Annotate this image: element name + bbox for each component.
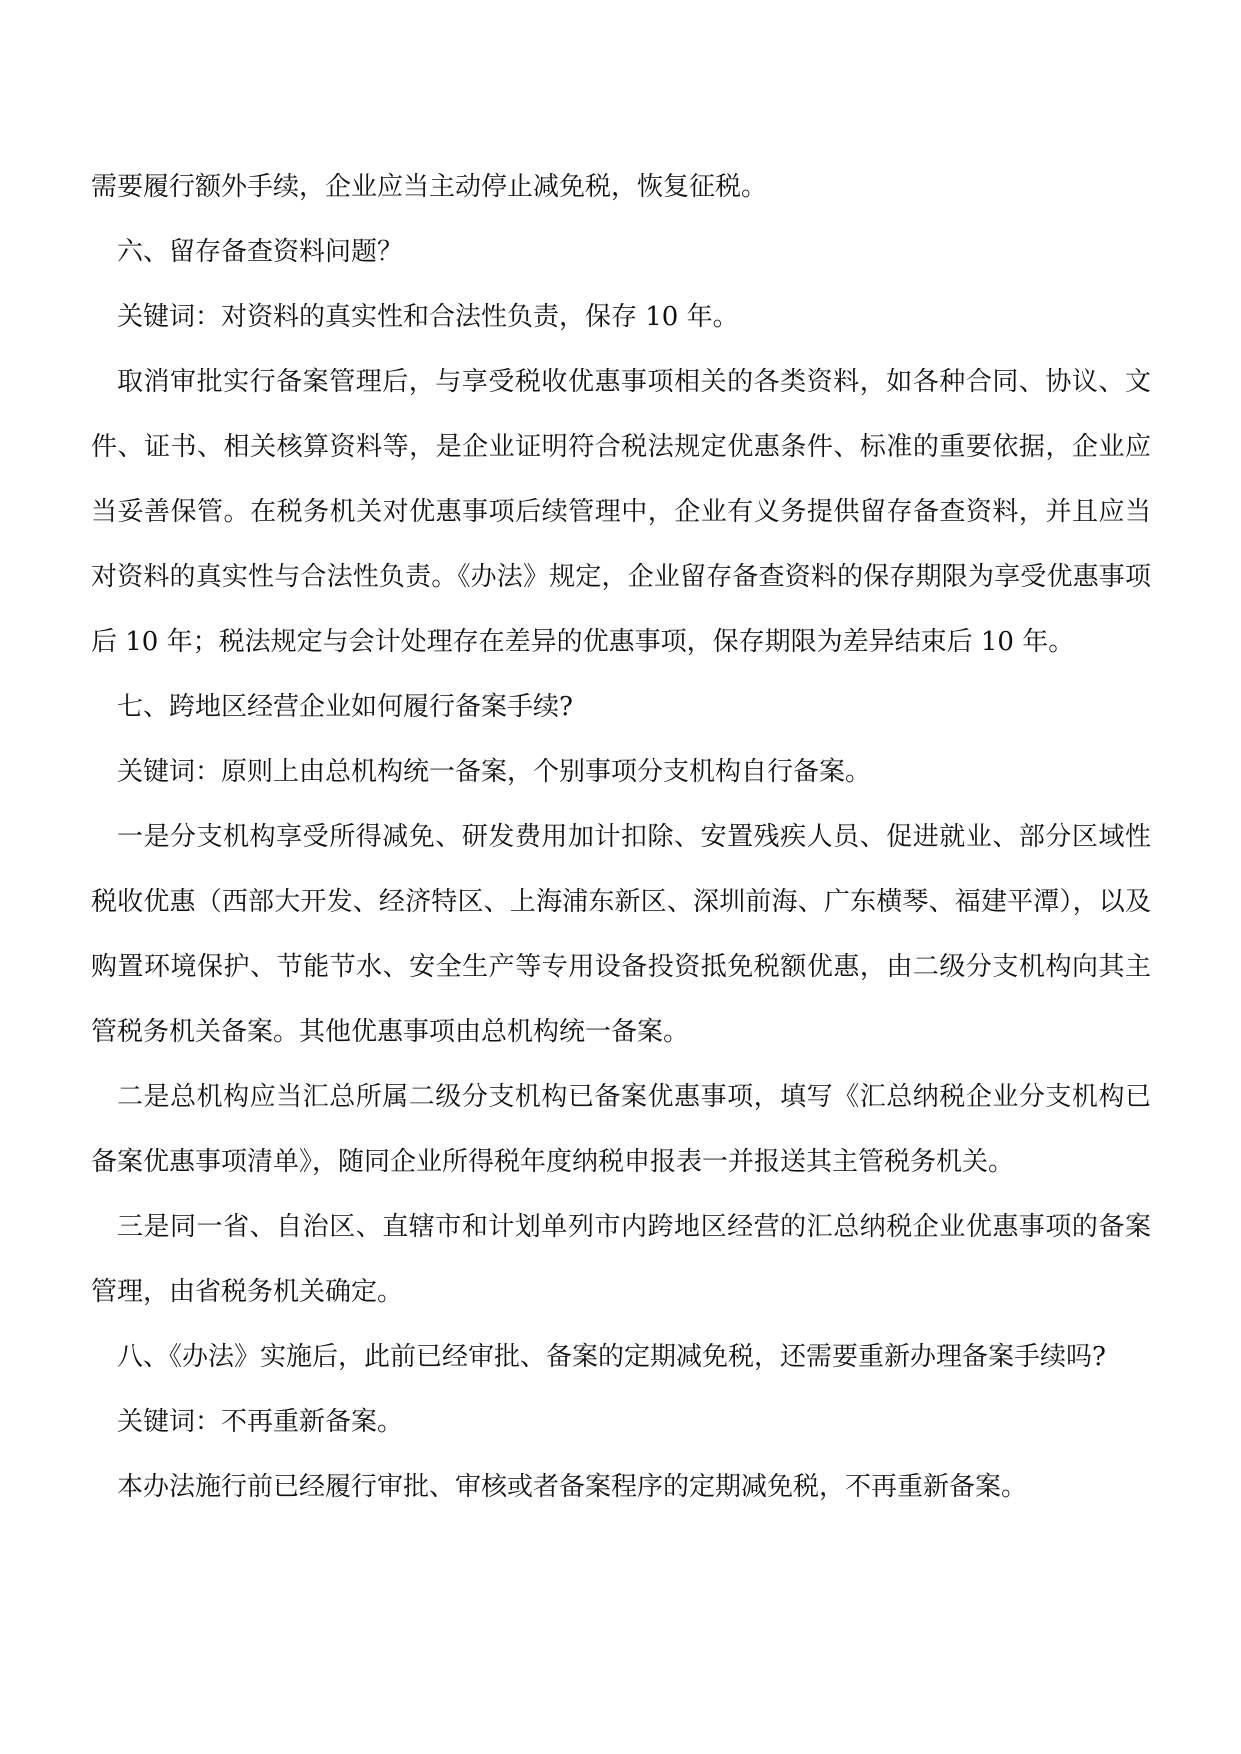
body-paragraph: 一是分支机构享受所得减免、研发费用加计扣除、安置残疾人员、促进就业、部分区域性税收优惠（西部大开发、经济特区、上海浦东新区、深圳前海、广东横琴、福建平潭），以及购置环境保护、节能节水、安全生产等专用设备投资抵免税额优惠，由二级分支机构向其主管税务机关备案。其他优惠事项由总机构统一备案。 xyxy=(91,822,1151,1047)
section-heading: 八、《办法》实施后，此前已经审批、备案的定期减免税，还需要重新办理备案手续吗? xyxy=(117,1342,1106,1372)
body-paragraph: 取消审批实行备案管理后，与享受税收优惠事项相关的各类资料，如各种合同、协议、文件、证书、相关核算资料等，是企业证明符合税法规定优惠条件、标准的重要依据，企业应当妥善保管。在税务机关对优惠事项后续管理中，企业有义务提供留存备查资料，并且应当对资料的真实性与合法性负责。《办法》规定，企业留存备查资料的保存期限为享受优惠事项后 10 年；税法规定与会计处理存在差异的优惠事项，保存期限为差异结束后 10 年。 xyxy=(91,367,1151,657)
section-heading: 七、跨地区经营企业如何履行备案手续? xyxy=(117,692,573,722)
keywords-line: 关键词：原则上由总机构统一备案，个别事项分支机构自行备案。 xyxy=(117,757,872,787)
document-body xyxy=(91,155,1151,1520)
body-paragraph: 二是总机构应当汇总所属二级分支机构已备案优惠事项，填写《汇总纳税企业分支机构已备案优惠事项清单》，随同企业所得税年度纳税申报表一并报送其主管税务机关。 xyxy=(91,1082,1151,1177)
body-paragraph: 三是同一省、自治区、直辖市和计划单列市内跨地区经营的汇总纳税企业优惠事项的备案管理，由省税务机关确定。 xyxy=(91,1212,1151,1307)
keywords-line: 关键词：不再重新备案。 xyxy=(117,1407,404,1437)
section-heading: 六、留存备查资料问题？ xyxy=(117,237,404,267)
paragraph-continuation: 需要履行额外手续，企业应当主动停止减免税，恢复征税。 xyxy=(91,172,768,202)
body-paragraph: 本办法施行前已经履行审批、审核或者备案程序的定期减免税，不再重新备案。 xyxy=(117,1472,1028,1502)
keywords-line: 关键词：对资料的真实性和合法性负责，保存 10 年。 xyxy=(117,302,739,332)
